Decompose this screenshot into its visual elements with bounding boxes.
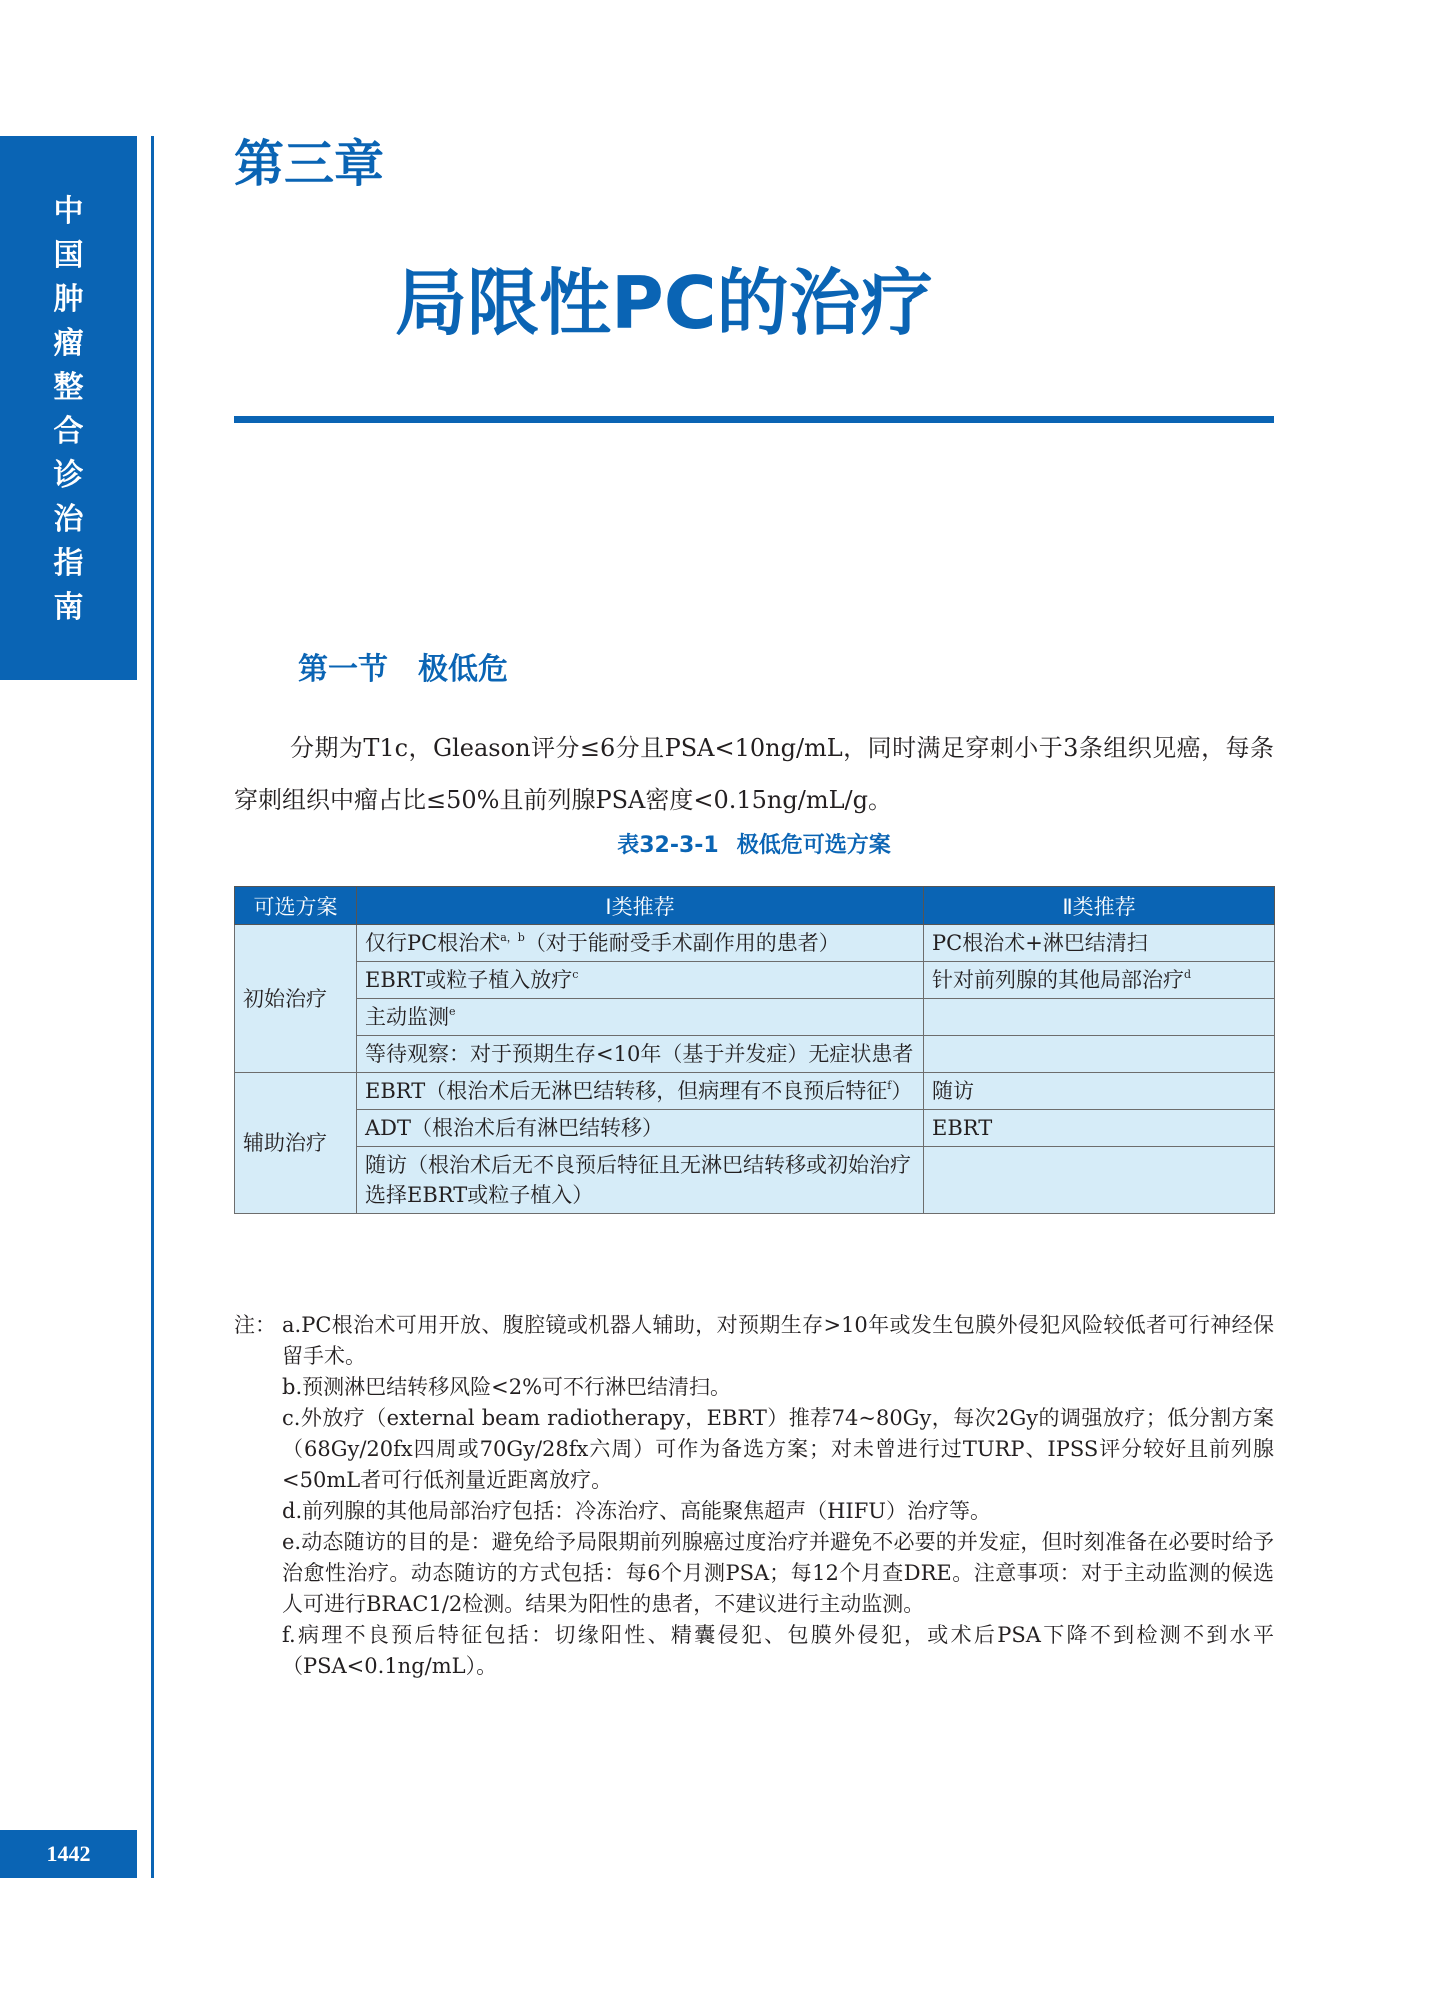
table-row bbox=[235, 962, 1275, 999]
sidebar-title-char: 合 bbox=[53, 414, 84, 449]
class-2-cell: 针对前列腺的其他局部治疗$^d$ bbox=[924, 962, 1275, 999]
table-header-row bbox=[235, 887, 1275, 925]
class-1-cell: 等待观察：对于预期生存<10年（基于并发症）无症状患者 bbox=[357, 1036, 924, 1073]
class-2-cell bbox=[924, 999, 1275, 1036]
note-item: b.预测淋巴结转移风险<2%可不行淋巴结清扫。 bbox=[282, 1375, 732, 1399]
table-row bbox=[235, 1147, 1275, 1214]
sidebar-title-char: 指 bbox=[53, 546, 84, 581]
class-2-cell: PC根治术+淋巴结清扫 bbox=[924, 925, 1275, 962]
table-caption-title: 极低危可选方案 bbox=[736, 833, 891, 858]
header-class-1: Ⅰ类推荐 bbox=[357, 887, 924, 925]
class-2-cell bbox=[924, 1036, 1275, 1073]
header-options: 可选方案 bbox=[235, 887, 357, 925]
group-name: 辅助治疗 bbox=[235, 1073, 357, 1214]
note-item: d.前列腺的其他局部治疗包括：冷冻治疗、高能聚焦超声（HIFU）治疗等。 bbox=[282, 1499, 991, 1523]
table-notes bbox=[234, 1310, 1274, 1682]
class-1-cell: EBRT（根治术后无淋巴结转移，但病理有不良预后特征$^f$） bbox=[357, 1073, 924, 1110]
note-prefix: 注： bbox=[234, 1313, 276, 1337]
note-item: e.动态随访的目的是：避免给予局限期前列腺癌过度治疗并避免不必要的并发症，但时刻准备在必要时给予治愈性治疗。动态随访的方式包括：每6个月测PSA；每12个月查DRE。注意事项：对于主动监测的候选人可进行BRAC1/2检测。结果为阳性的患者，不建议进行主动监测。 bbox=[282, 1530, 1274, 1616]
title-divider bbox=[234, 416, 1274, 423]
sidebar-title-char: 治 bbox=[53, 502, 84, 537]
table-row bbox=[235, 925, 1275, 962]
options-table bbox=[234, 886, 1275, 1214]
table-row bbox=[235, 1110, 1275, 1147]
sidebar-title-char: 南 bbox=[53, 590, 84, 625]
sidebar-title-char: 诊 bbox=[53, 458, 84, 493]
note-item: f.病理不良预后特征包括：切缘阳性、精囊侵犯、包膜外侵犯，或术后PSA下降不到检测不到水平（PSA<0.1ng/mL）。 bbox=[282, 1623, 1274, 1678]
table-caption bbox=[234, 828, 1274, 864]
intro-paragraph: 分期为T1c，Gleason评分≤6分且PSA<10ng/mL，同时满足穿刺小于3条组织见癌，每条穿刺组织中瘤占比≤50%且前列腺PSA密度<0.15ng/mL/g。 bbox=[234, 734, 1274, 814]
table-row bbox=[235, 999, 1275, 1036]
group-name: 初始治疗 bbox=[235, 925, 357, 1073]
note-item: c.外放疗（external beam radiotherapy，EBRT）推荐74~80Gy，每次2Gy的调强放疗；低分割方案（68Gy/20fx四周或70Gy/28fx六周）可作为备选方案；对未曾进行过TURP、IPSS评分较好且前列腺<50mL者可行低剂量近距离放疗。 bbox=[282, 1406, 1274, 1492]
chapter-title: 局限性PC的治疗 bbox=[395, 261, 933, 345]
class-1-cell: 主动监测$^e$ bbox=[357, 999, 924, 1036]
class-1-cell: EBRT或粒子植入放疗$^c$ bbox=[357, 962, 924, 999]
class-2-cell: EBRT bbox=[924, 1110, 1275, 1147]
sidebar-title-char: 瘤 bbox=[53, 326, 84, 361]
note-item: 注： a.PC根治术可用开放、腹腔镜或机器人辅助，对预期生存>10年或发生包膜外侵犯风险较低者可行神经保留手术。 bbox=[234, 1310, 1274, 1372]
class-1-cell: 仅行PC根治术$^{a,b}$（对于能耐受手术副作用的患者） bbox=[357, 925, 924, 962]
table-caption-number: 表32-3-1 bbox=[617, 833, 719, 858]
sidebar-title-char: 国 bbox=[53, 238, 84, 273]
sidebar-band bbox=[0, 136, 137, 680]
class-2-cell: 随访 bbox=[924, 1073, 1275, 1110]
class-2-cell bbox=[924, 1147, 1275, 1214]
sidebar-title-char: 整 bbox=[53, 370, 84, 405]
table-row bbox=[235, 1073, 1275, 1110]
table-row bbox=[235, 1036, 1275, 1073]
sidebar-title-char: 肿 bbox=[53, 282, 84, 317]
class-1-cell: 随访（根治术后无不良预后特征且无淋巴结转移或初始治疗选择EBRT或粒子植入） bbox=[357, 1147, 924, 1214]
sidebar-title-char: 中 bbox=[53, 194, 84, 229]
header-class-2: Ⅱ类推荐 bbox=[924, 887, 1275, 925]
section-title: 第一节 极低危 bbox=[298, 652, 508, 687]
chapter-number: 第三章 bbox=[234, 134, 384, 193]
sidebar-rule bbox=[151, 136, 154, 1878]
class-1-cell: ADT（根治术后有淋巴结转移） bbox=[357, 1110, 924, 1147]
page-number: 1442 bbox=[0, 1830, 137, 1878]
